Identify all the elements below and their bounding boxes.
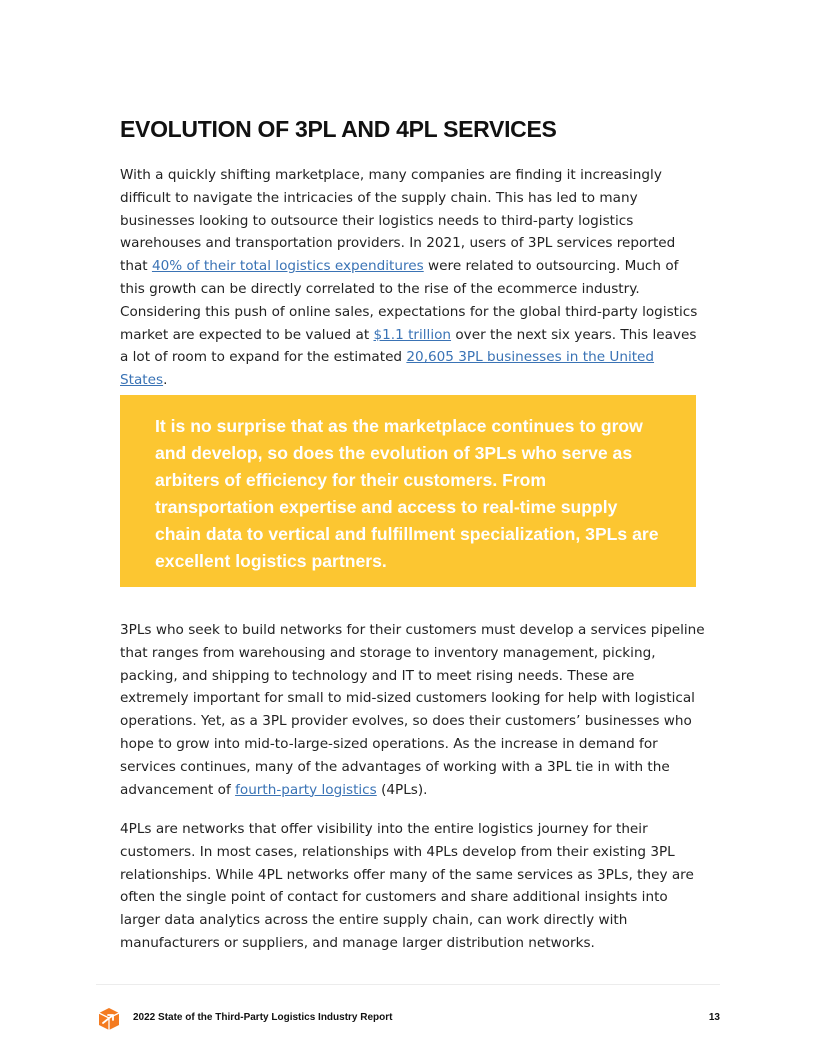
intro-text-3: over the next six years. This leaves a lot of room to expand for the estimated: [120, 326, 697, 366]
intro-text-4: .: [163, 372, 168, 389]
intro-text-1: With a quickly shifting marketplace, many companies are finding it increasingly difficult to navigate the intricacies of the supply chain. This has led to many businesses looking to outsource their logistics needs to third-party logistics warehouses and transportation providers. In 2021, users of 3PL services reported that: [120, 167, 676, 275]
callout-text: It is no surprise that as the marketplace continues to grow and develop, so does the evolution of 3PLs who serve as arbiters of efficiency for their customers. From transportation expertise and access to real-time supply chain data to vertical and fulfillment specialization, 3PLs are excellent logistics partners.: [155, 416, 659, 571]
footer-divider: [96, 984, 720, 985]
3pl-businesses-link[interactable]: 20,605 3PL businesses in the United States: [120, 349, 655, 389]
intro-paragraph: [120, 164, 705, 392]
4pl-paragraph: 4PLs are networks that offer visibility into the entire logistics journey for their customers. In most cases, relationships with 4PLs develop from their existing 3PL relationships. While 4PL networks offer many of the same services as 3PLs, they are often the single point of contact for customers and share additional insights into larger data analytics across the entire supply chain, can work directly with manufacturers or suppliers, and manage larger distribution networks.: [120, 821, 694, 951]
callout-box: [120, 395, 696, 587]
page-number: 13: [708, 1012, 720, 1023]
trillion-link[interactable]: $1.1 trillion: [373, 326, 452, 343]
box-arrow-logo-icon: [96, 1006, 122, 1032]
3pl-networks-paragraph: [120, 619, 705, 801]
networks-text-2: (4PLs).: [376, 781, 428, 798]
footer-report-title: 2022 State of the Third-Party Logistics Industry Report: [133, 1012, 393, 1023]
intro-text-2: were related to outsourcing. Much of this growth can be directly correlated to the rise of the ecommerce industry. Considering this push of online sales, expectations for the global third-party logistics market are expected to be valued at: [120, 258, 698, 343]
fourth-party-logistics-link[interactable]: fourth-party logistics: [235, 781, 377, 798]
page-heading: EVOLUTION OF 3PL AND 4PL SERVICES: [120, 116, 557, 142]
logistics-expenditures-link[interactable]: 40% of their total logistics expenditures: [151, 258, 424, 275]
networks-text-1: 3PLs who seek to build networks for their customers must develop a services pipeline that ranges from warehousing and storage to inventory management, picking, packing, and shipping to technology and IT to meet rising needs. These are extremely important for small to mid-sized customers looking for help with logistical operations. Yet, as a 3PL provider evolves, so does their customers’ businesses who hope to grow into mid-to-large-sized operations. As the increase in demand for services continues, many of the advantages of working with a 3PL tie in with the advancement of: [120, 622, 705, 798]
